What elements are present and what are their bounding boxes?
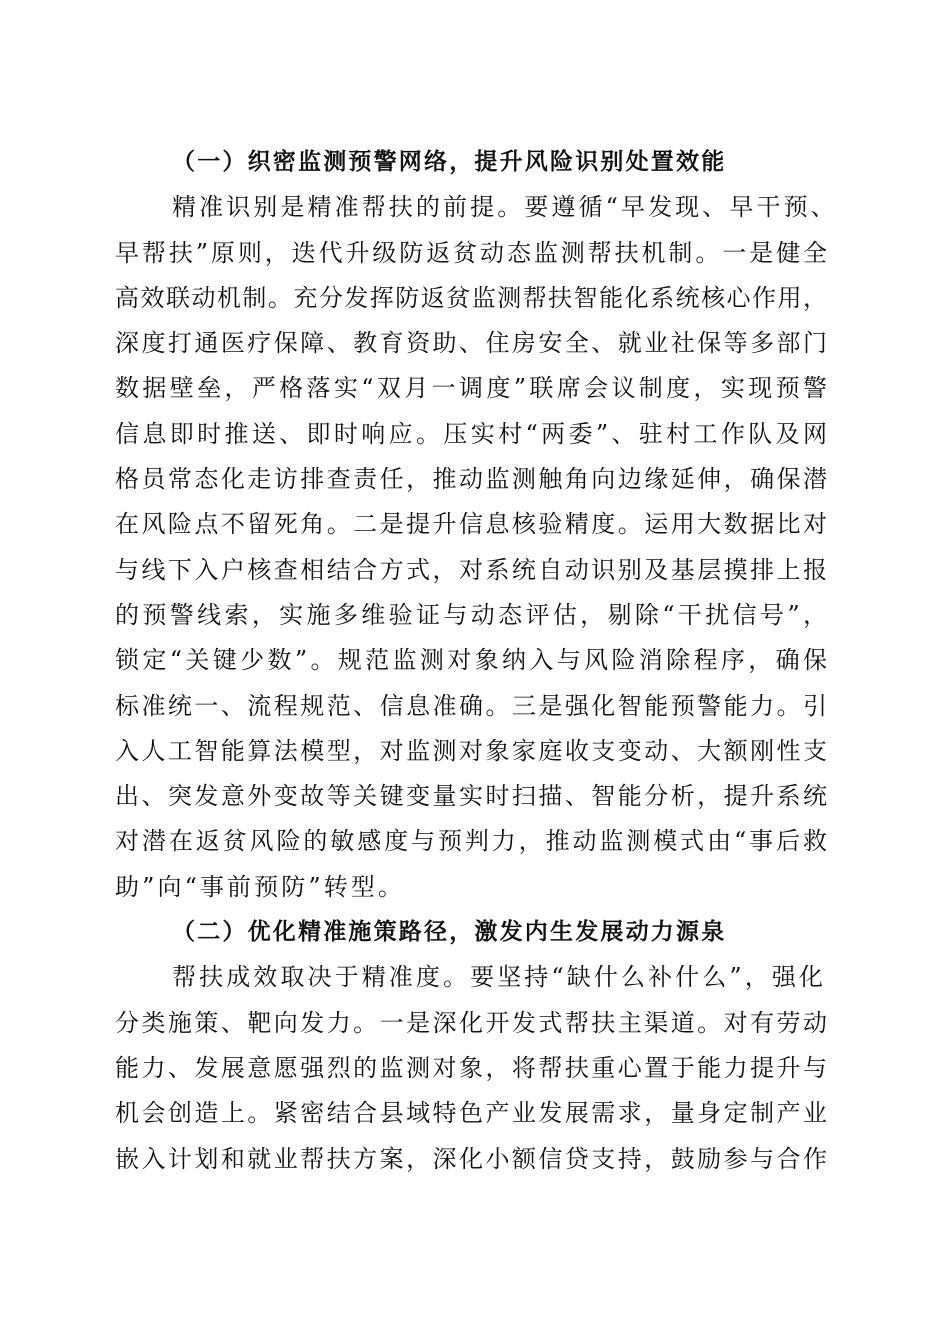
paragraph-line: 标准统一、流程规范、信息准确。三是强化智能预警能力。引: [115, 691, 827, 720]
paragraph-line: 深度打通医疗保障、教育资助、住房安全、就业社保等多部门: [115, 329, 827, 358]
document-body: [115, 140, 838, 1182]
paragraph-line: 早帮扶”原则，迭代升级防返贫动态监测帮扶机制。一是健全: [115, 238, 827, 267]
paragraph-line: 入人工智能算法模型，对监测对象家庭收支变动、大额刚性支: [115, 736, 827, 765]
section-heading-2: （二）优化精准施策路径，激发内生发展动力源泉: [172, 919, 727, 946]
paragraph-line: 在风险点不留死角。二是提升信息核验精度。运用大数据比对: [115, 510, 827, 539]
paragraph-line: 分类施策、靶向发力。一是深化开发式帮扶主渠道。对有劳动: [115, 1008, 827, 1037]
paragraph-line: 机会创造上。紧密结合县域特色产业发展需求，量身定制产业: [115, 1099, 827, 1128]
paragraph-line: 精准识别是精准帮扶的前提。要遵循“早发现、早干预、: [172, 193, 838, 222]
paragraph-line: 帮扶成效取决于精准度。要坚持“缺什么补什么”，强化: [172, 963, 827, 992]
paragraph-line: 能力、发展意愿强烈的监测对象，将帮扶重心置于能力提升与: [115, 1053, 827, 1082]
paragraph-line: 高效联动机制。充分发挥防返贫监测帮扶智能化系统核心作用，: [115, 283, 827, 312]
paragraph-line: 格员常态化走访排查责任，推动监测触角向边缘延伸，确保潜: [115, 465, 827, 494]
paragraph-line: 数据壁垒，严格落实“双月一调度”联席会议制度，实现预警: [115, 374, 827, 403]
paragraph-line: 出、突发意外变故等关键变量实时扫描、智能分析，提升系统: [115, 782, 827, 811]
paragraph-line: 信息即时推送、即时响应。压实村“两委”、驻村工作队及网: [115, 419, 827, 448]
paragraph-line: 对潜在返贫风险的敏感度与预判力，推动监测模式由“事后救: [115, 827, 827, 856]
paragraph-line: 助”向“事前预防”转型。: [115, 872, 406, 901]
section-heading-1: （一）织密监测预警网络，提升风险识别处置效能: [172, 149, 727, 175]
paragraph-line: 锁定“关键少数”。规范监测对象纳入与风险消除程序，确保: [115, 646, 827, 675]
paragraph-line: 的预警线索，实施多维验证与动态评估，剔除“干扰信号”，: [115, 600, 827, 629]
paragraph-line: 嵌入计划和就业帮扶方案，深化小额信贷支持，鼓励参与合作: [115, 1144, 827, 1173]
paragraph-line: 与线下入户核查相结合方式，对系统自动识别及基层摸排上报: [115, 555, 827, 584]
